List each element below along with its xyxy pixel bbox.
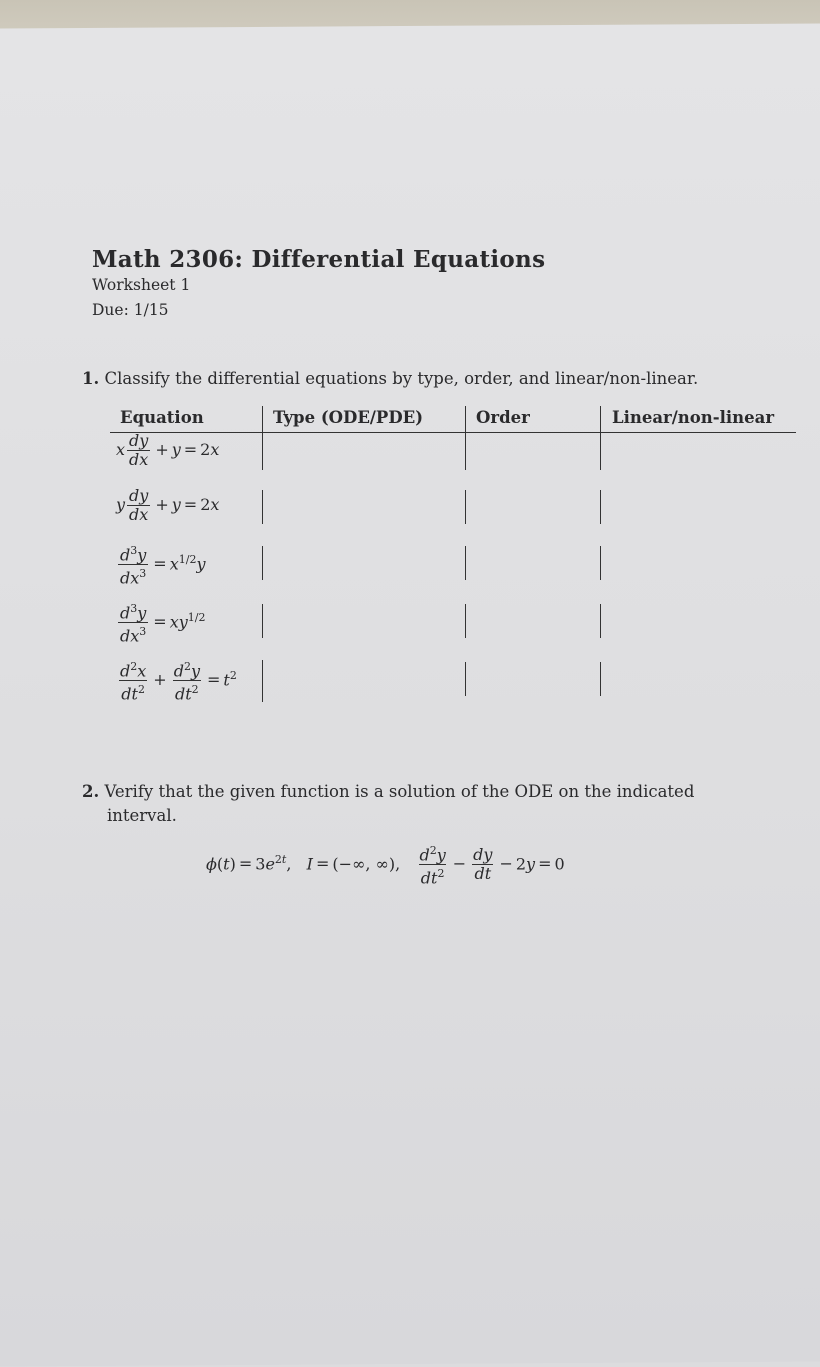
table-divider (465, 406, 466, 470)
table-divider (600, 662, 601, 696)
table-divider (465, 546, 466, 580)
question-2-text-line-1: Verify that the given function is a solution of the ODE on the indicated (104, 782, 695, 801)
page-title: Math 2306: Differential Equations (92, 246, 546, 273)
equation-2: y $\frac{dy}{dx}$ + y = 2x (116, 486, 220, 524)
table-divider (465, 490, 466, 524)
table-divider (262, 604, 263, 638)
worksheet-number: Worksheet 1 (92, 276, 191, 294)
question-1-number: 1. (82, 369, 100, 388)
table-divider (262, 546, 263, 580)
question-2-number: 2. (82, 782, 100, 801)
equation-3: $\frac{d^3y}{dx^3}$ = $x^{1/2}y$ (120, 544, 206, 588)
column-header-linearity: Linear/non-linear (612, 408, 775, 427)
table-divider (600, 406, 601, 470)
table-divider (465, 604, 466, 638)
solution-equation: $\phi(t) = 3e^{2t}$, I = (−∞, ∞), $\frac{d^2y}{dt^2}$ − $\frac{dy}{dt}$ − 2y = 0 (206, 844, 565, 888)
table-divider (600, 490, 601, 524)
column-header-equation: Equation (120, 408, 204, 427)
column-header-type: Type (ODE/PDE) (273, 408, 424, 427)
equation-5: $\frac{d^2x}{dt^2}$ + $\frac{d^2y}{dt^2}$ = $t^2$ (120, 660, 237, 704)
equation-4: $\frac{d^3y}{dx^3}$ = $xy^{1/2}$ (120, 602, 206, 646)
table-divider (262, 406, 263, 470)
table-divider (262, 660, 263, 702)
table-divider (262, 490, 263, 524)
table-divider (465, 662, 466, 696)
due-date: Due: 1/15 (92, 301, 169, 319)
question-1-text: Classify the differential equations by type, order, and linear/non-linear. (104, 369, 699, 388)
table-divider (600, 546, 601, 580)
column-header-order: Order (476, 408, 530, 427)
question-1 (82, 367, 698, 391)
question-2-text-line-2: interval. (107, 806, 177, 825)
question-2 (82, 780, 694, 804)
equation-1: x $\frac{dy}{dx}$ + y = 2x (116, 431, 220, 469)
table-divider (600, 604, 601, 638)
